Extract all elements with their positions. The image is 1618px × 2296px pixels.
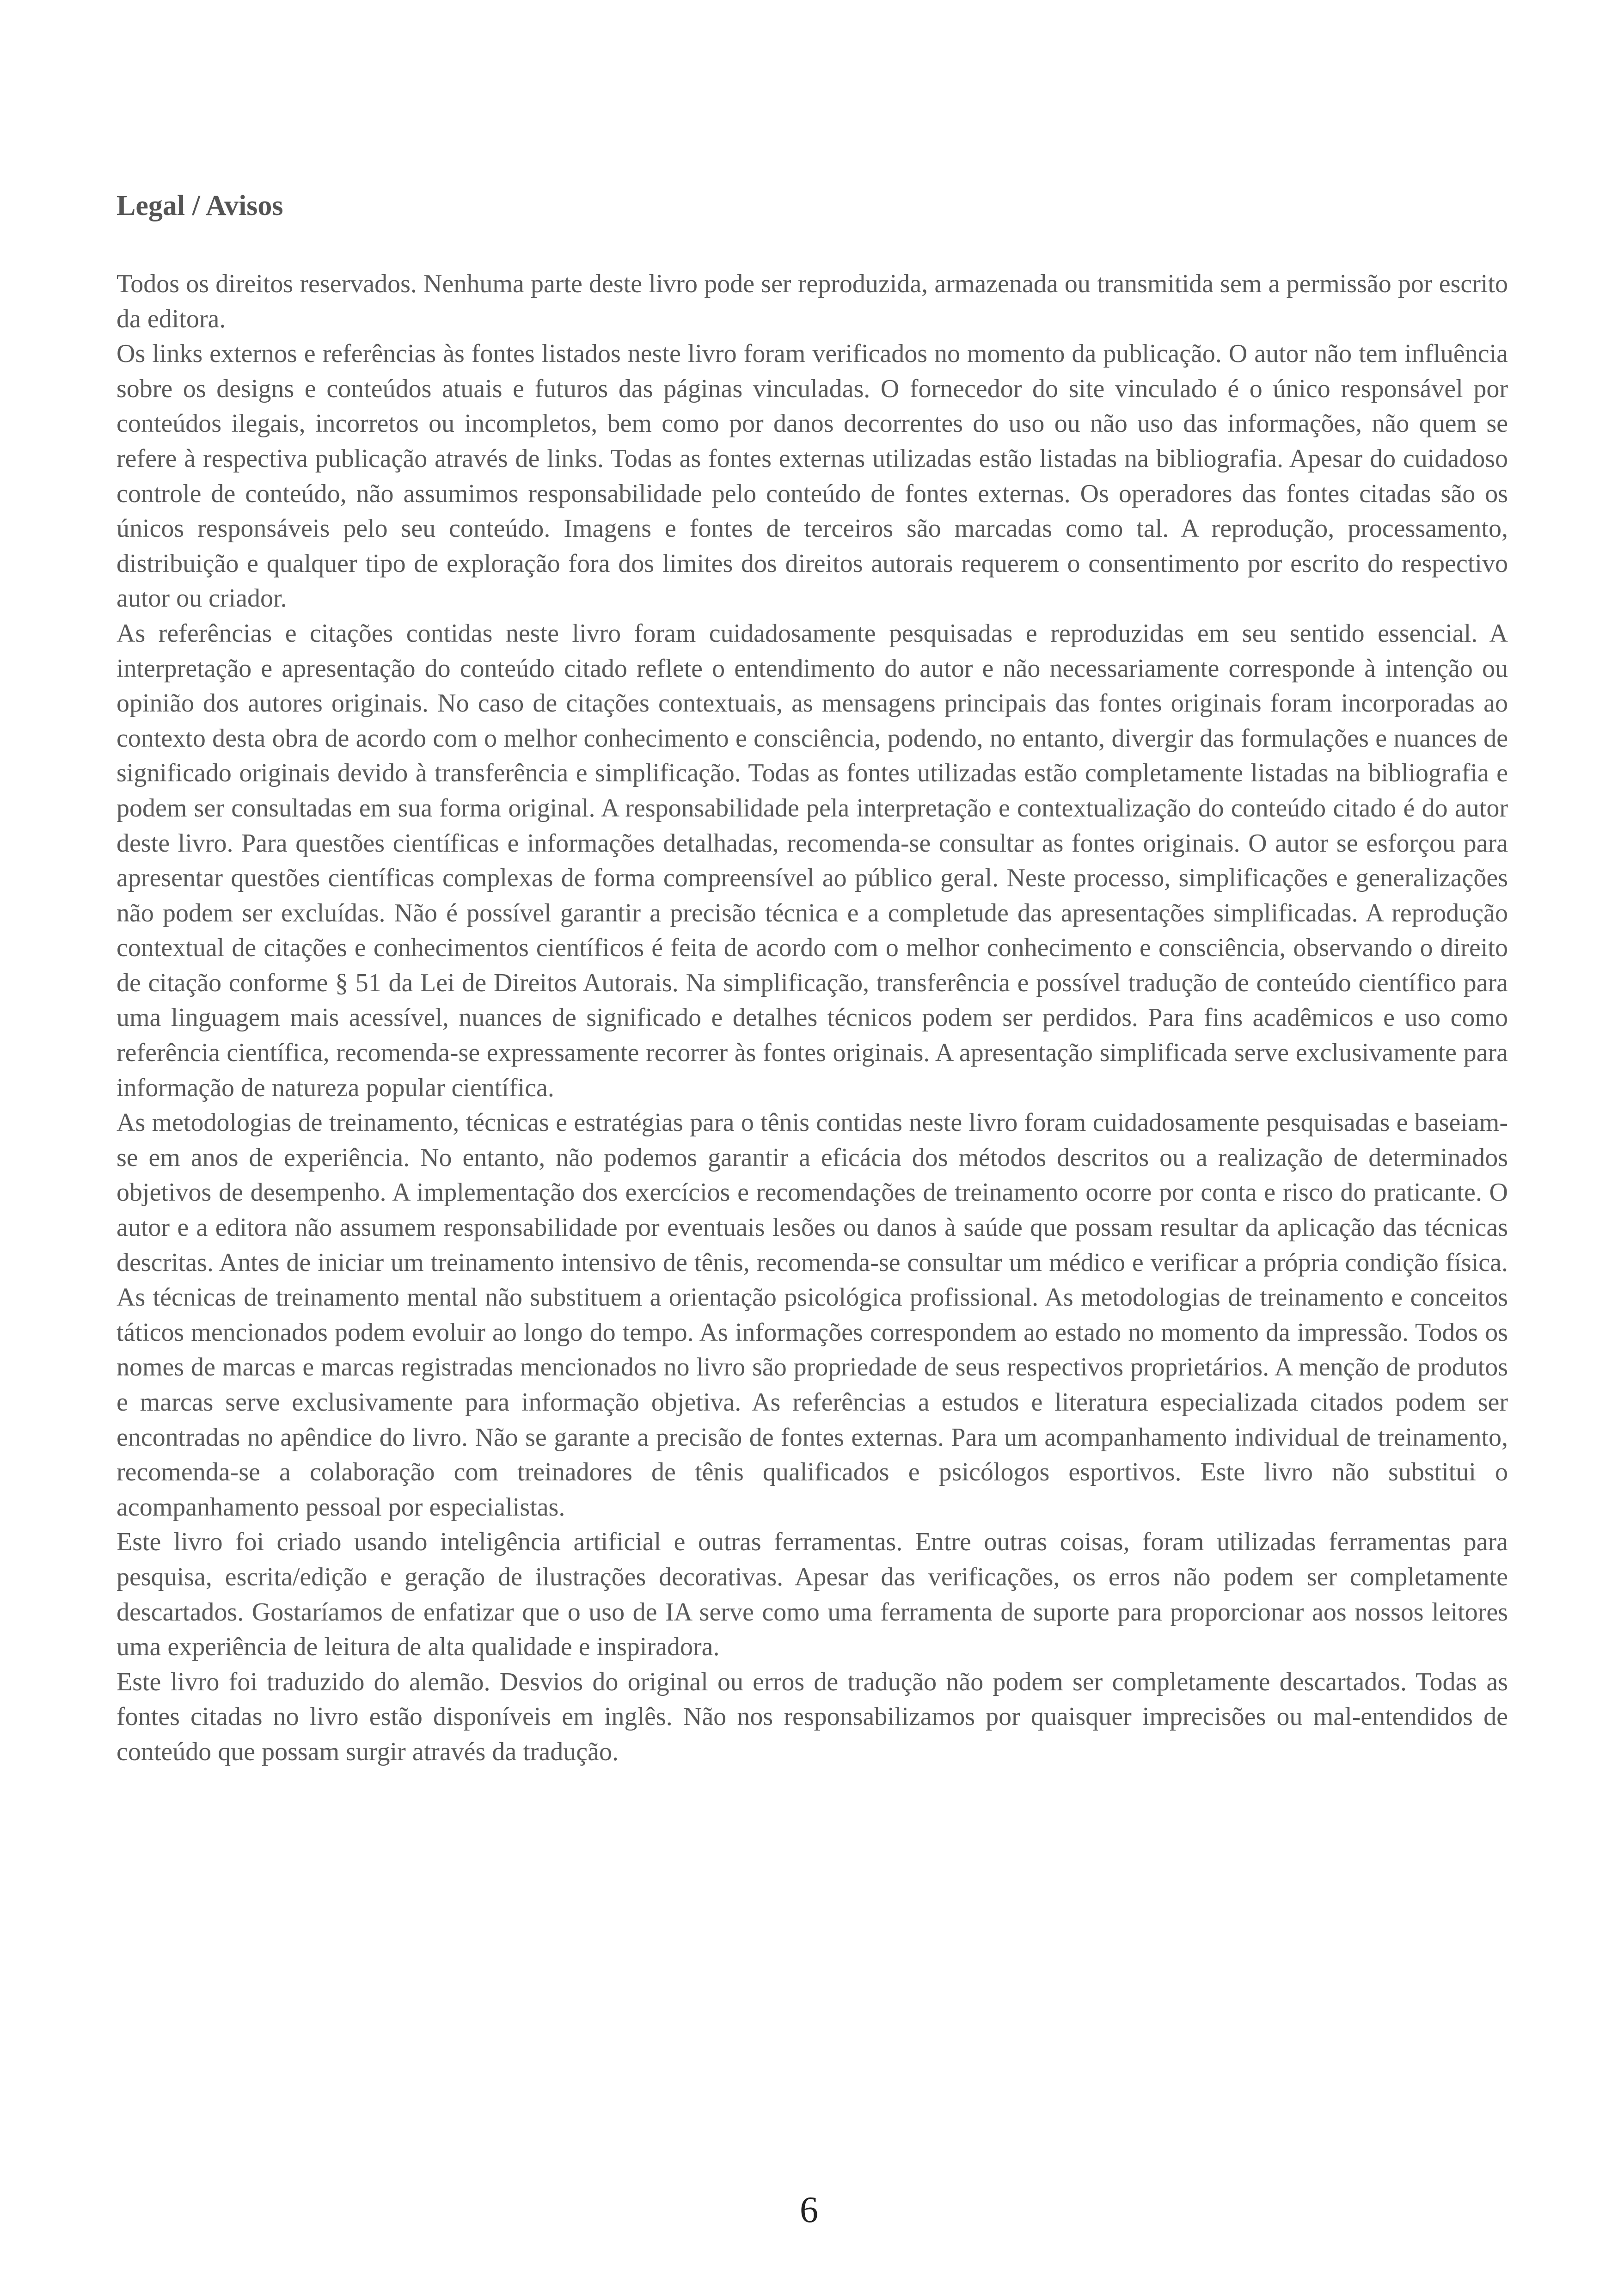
page-number: 6 [800,2190,818,2230]
paragraph-copyright: Todos os direitos reservados. Nenhuma parte deste livro pode ser reproduzida, armazenada ou transmitida sem a permissão por escrito da editora. [116,270,1508,333]
paragraph-citations: As referências e citações contidas neste livro foram cuidadosamente pesquisadas e reproduzidas em seu sentido essencial. A interpretação e apresentação do conteúdo citado reflete o entendimento do autor e não necessariamente corresponde à intenção ou opinião dos autores originais. No caso de citações contextuais, as mensagens principais das fontes originais foram incorporadas ao contexto desta obra de acordo com o melhor conhecimento e consciência, podendo, no entanto, divergir das formulações e nuances de significado originais devido à transferência e simplificação. Todas as fontes utilizadas estão completamente listadas na bibliografia e podem ser consultadas em sua forma original. A responsabilidade pela interpretação e contextualização do conteúdo citado é do autor deste livro. Para questões científicas e informações detalhadas, recomenda-se consultar as fontes originais. O autor se esforçou para apresentar questões científicas complexas de forma compreensível ao público geral. Neste processo, simplificações e generalizações não podem ser excluídas. Não é possível garantir a precisão técnica e a completude das apresentações simplificadas. A reprodução contextual de citações e conhecimentos científicos é feita de acordo com o melhor conhecimento e consciência, observando o direito de citação conforme § 51 da Lei de Direitos Autorais. Na simplificação, transferência e possível tradução de conteúdo científico para uma linguagem mais acessível, nuances de significado e detalhes técnicos podem ser perdidos. Para fins acadêmicos e uso como referência científica, recomenda-se expressamente recorrer às fontes originais. A apresentação simplificada serve exclusivamente para informação de natureza popular científica. [116,619,1508,1102]
paragraph-training-disclaimer: As metodologias de treinamento, técnicas e estratégias para o tênis contidas neste livro foram cuidadosamente pesquisadas e baseiam-se em anos de experiência. No entanto, não podemos garantir a eficácia dos métodos descritos ou a realização de determinados objetivos de desempenho. A implementação dos exercícios e recomendações de treinamento ocorre por conta e risco do praticante. O autor e a editora não assumem responsabilidade por eventuais lesões ou danos à saúde que possam resultar da aplicação das técnicas descritas. Antes de iniciar um treinamento intensivo de tênis, recomenda-se consultar um médico e verificar a própria condição física. As técnicas de treinamento mental não substituem a orientação psicológica profissional. As metodologias de treinamento e conceitos táticos mencionados podem evoluir ao longo do tempo. As informações correspondem ao estado no momento da impressão. Todos os nomes de marcas e marcas registradas mencionados no livro são propriedade de seus respectivos proprietários. A menção de produtos e marcas serve exclusivamente para informação objetiva. As referências a estudos e literatura especializada citados podem ser encontradas no apêndice do livro. Não se garante a precisão de fontes externas. Para um acompanhamento individual de treinamento, recomenda-se a colaboração com treinadores de tênis qualificados e psicólogos esportivos. Este livro não substitui o acompanhamento pessoal por especialistas. [116,1108,1508,1522]
legal-notice-content [116,187,1508,1770]
paragraph-translation-notice: Este livro foi traduzido do alemão. Desvios do original ou erros de tradução não podem ser completamente descartados. Todas as fontes citadas no livro estão disponíveis em inglês. Não nos responsabilizamos por quaisquer imprecisões ou mal-entendidos de conteúdo que possam surgir através da tradução. [116,1667,1508,1766]
section-heading: Legal / Avisos [116,190,283,221]
paragraph-ai-notice: Este livro foi criado usando inteligência artificial e outras ferramentas. Entre outras coisas, foram utilizadas ferramentas para pesquisa, escrita/edição e geração de ilustrações decorativas. Apesar das verificações, os erros não podem ser completamente descartados. Gostaríamos de enfatizar que o uso de IA serve como uma ferramenta de suporte para proporcionar aos nossos leitores uma experiência de leitura de alta qualidade e inspiradora. [116,1528,1508,1662]
paragraph-external-links: Os links externos e referências às fontes listados neste livro foram verificados no momento da publicação. O autor não tem influência sobre os designs e conteúdos atuais e futuros das páginas vinculadas. O fornecedor do site vinculado é o único responsável por conteúdos ilegais, incorretos ou incompletos, bem como por danos decorrentes do uso ou não uso das informações, não quem se refere à respectiva publicação através de links. Todas as fontes externas utilizadas estão listadas na bibliografia. Apesar do cuidadoso controle de conteúdo, não assumimos responsabilidade pelo conteúdo de fontes externas. Os operadores das fontes citadas são os únicos responsáveis pelo seu conteúdo. Imagens e fontes de terceiros são marcadas como tal. A reprodução, processamento, distribuição e qualquer tipo de exploração fora dos limites dos direitos autorais requerem o consentimento por escrito do respectivo autor ou criador. [116,339,1508,613]
